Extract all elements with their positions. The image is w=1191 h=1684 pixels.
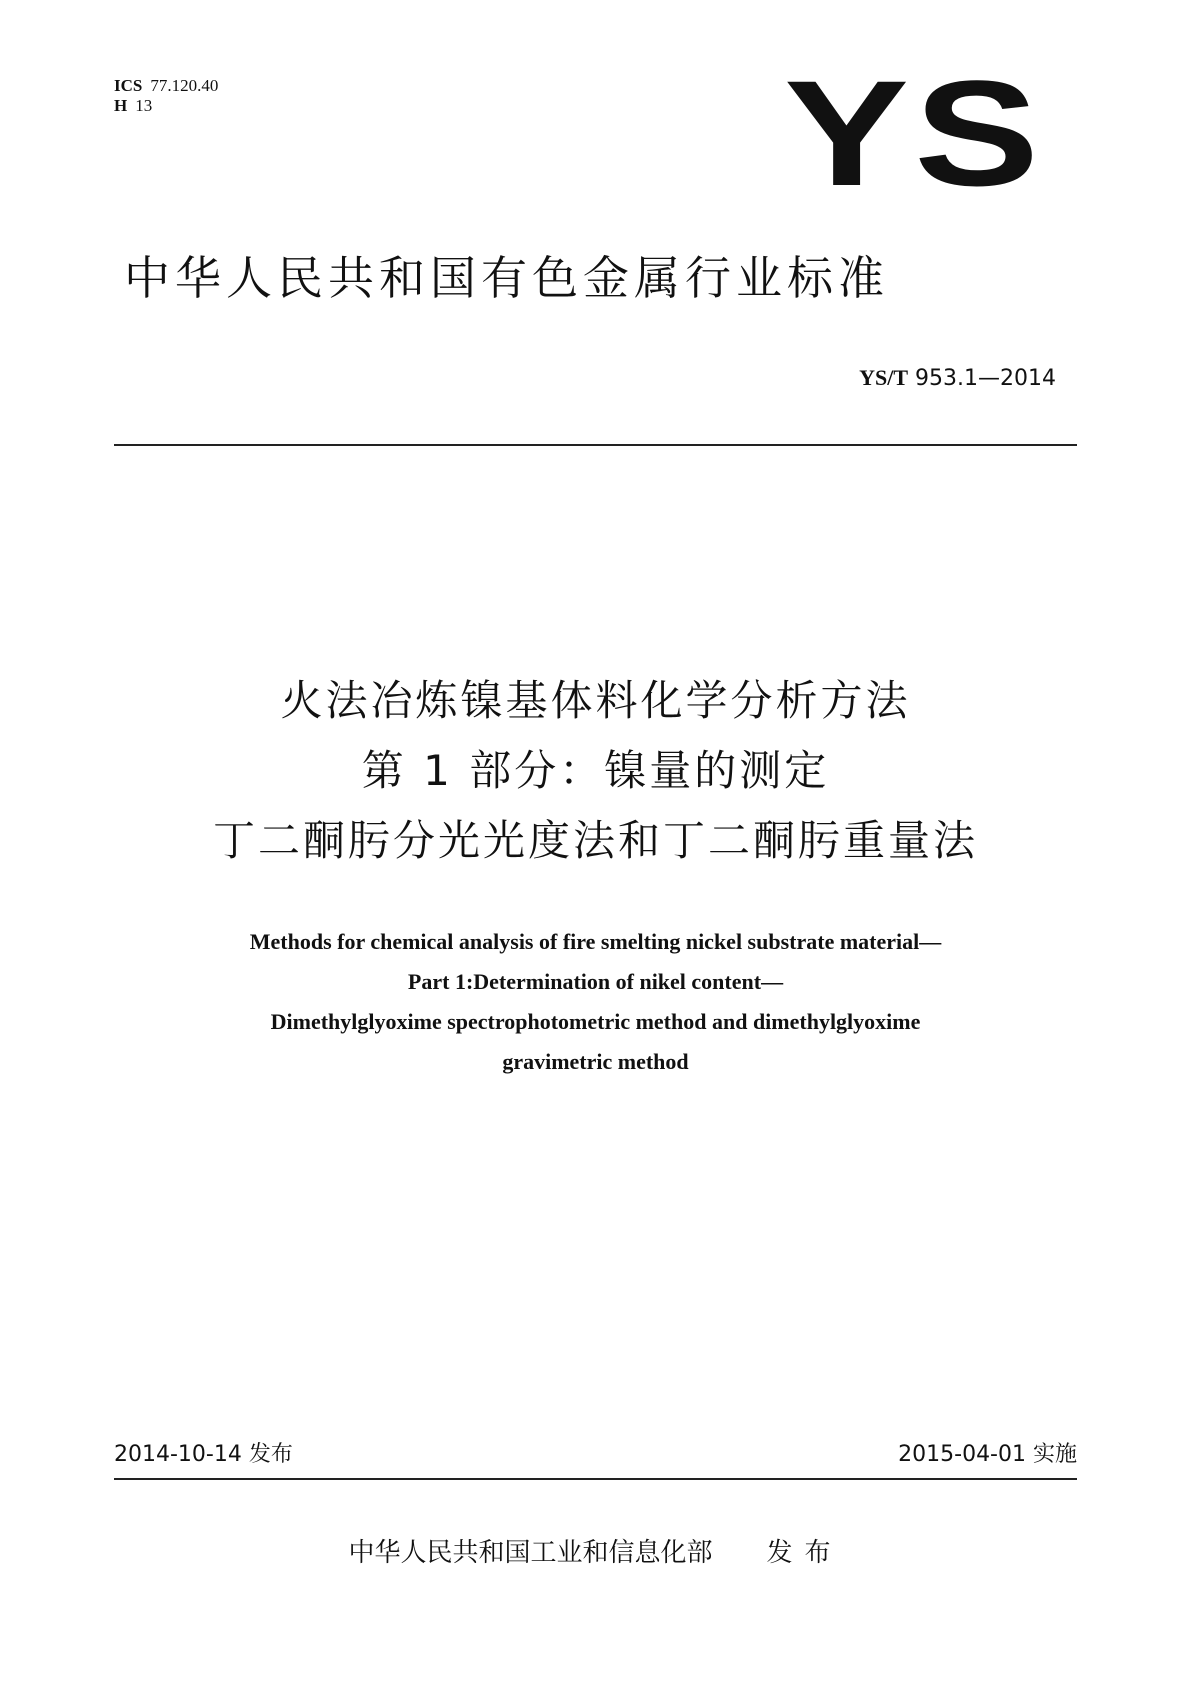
header-divider — [114, 444, 1077, 446]
national-standard-title: 中华人民共和国有色金属行业标准 — [124, 251, 889, 305]
standard-number-prefix: YS/T — [859, 365, 909, 390]
chinese-title-line: 第 1 部分：镍量的测定 — [361, 746, 830, 795]
implementation-date: 2015-04-01 实施 — [898, 1442, 1077, 1467]
ics-code — [114, 76, 218, 96]
standard-number — [859, 364, 1056, 393]
release-date: 2014-10-14 发布 — [114, 1442, 293, 1467]
ccs-label: H — [114, 96, 128, 115]
footer-divider — [114, 1478, 1077, 1480]
english-title-line: Methods for chemical analysis of fire smelting nickel substrate material— — [249, 929, 942, 954]
english-title-line: Part 1:Determination of nikel content— — [407, 969, 784, 994]
issue-action: 发布 — [766, 1538, 843, 1568]
standard-number-code: 953.1—2014 — [915, 366, 1056, 391]
english-title-line: Dimethylglyoxime spectrophotometric method and dimethylglyoxime — [270, 1009, 921, 1034]
ccs-value: 13 — [135, 96, 153, 115]
ics-label: ICS — [114, 76, 143, 95]
english-title — [0, 922, 1191, 1082]
chinese-title-line: 丁二酮肟分光光度法和丁二酮肟重量法 — [212, 816, 978, 865]
issuing-authority — [0, 1536, 1191, 1570]
ccs-code — [114, 96, 218, 116]
english-title-line: gravimetric method — [502, 1049, 689, 1074]
classification-codes — [114, 76, 218, 116]
chinese-title-line: 火法冶炼镍基体料化学分析方法 — [280, 676, 911, 725]
ics-value: 77.120.40 — [150, 76, 219, 95]
ys-logo: YS — [784, 49, 1045, 217]
chinese-title — [0, 666, 1191, 876]
issuer-name: 中华人民共和国工业和信息化部 — [348, 1538, 713, 1568]
